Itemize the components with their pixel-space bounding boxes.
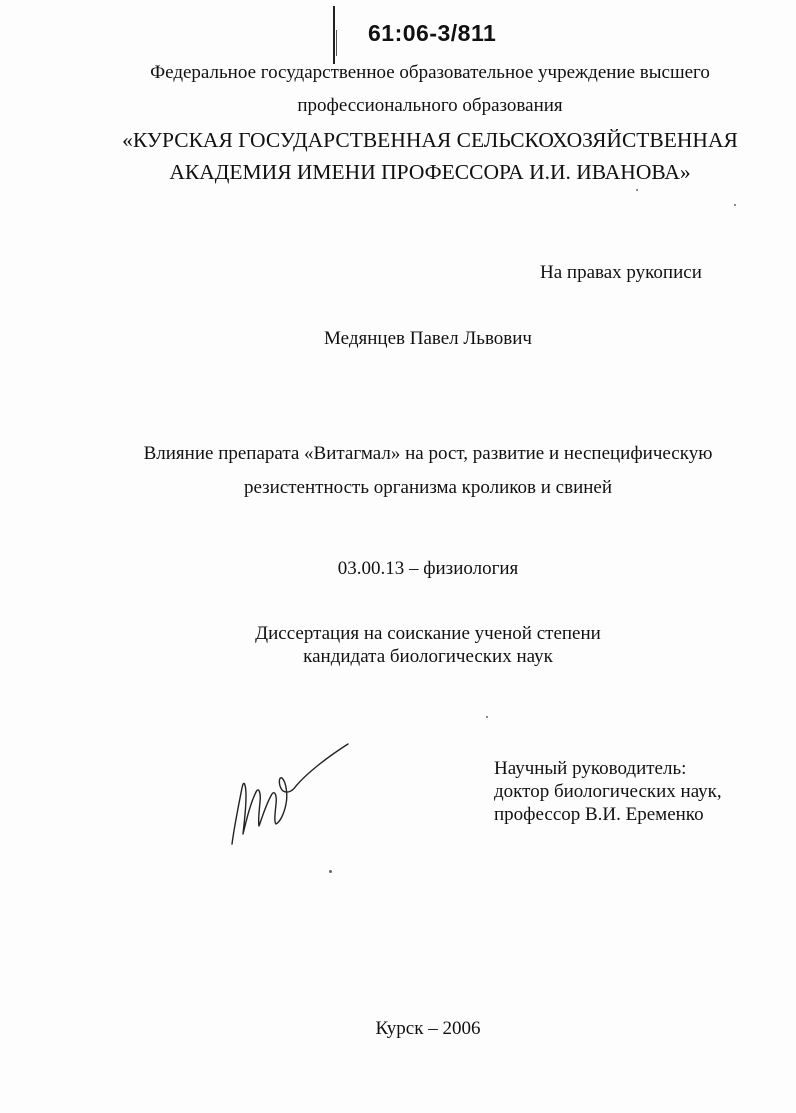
dissertation-title-line-2: резистентность организма кроликов и свиней — [243, 477, 613, 498]
scan-speck — [636, 189, 638, 191]
academy-name-line-2: АКАДЕМИЯ ИМЕНИ ПРОФЕССОРА И.И. ИВАНОВА» — [169, 160, 691, 184]
degree-line-1: Диссертация на соискание ученой степени — [255, 623, 601, 644]
scan-speck — [329, 870, 332, 873]
scan-speck — [486, 716, 488, 718]
institution-line-1: Федеральное государственное образовательное учреждение высшего — [150, 62, 710, 83]
stamp-mark-secondary — [336, 30, 337, 56]
handwritten-signature — [222, 738, 357, 850]
author-name: Медянцев Павел Львович — [324, 328, 532, 349]
degree-line-2: кандидата биологических наук — [303, 646, 553, 667]
dissertation-title-line-1: Влияние препарата «Витагмал» на рост, развитие и неспецифическую — [143, 443, 713, 464]
scan-speck — [734, 204, 736, 206]
city-year: Курск – 2006 — [375, 1018, 481, 1039]
supervisor-degree: доктор биологических наук, — [494, 781, 722, 802]
scientific-supervisor — [494, 757, 722, 826]
stamp-mark — [333, 6, 335, 64]
rights-note: На правах рукописи — [540, 262, 702, 283]
institution-line-2: профессионального образования — [297, 95, 563, 116]
library-code: 61:06-3/811 — [368, 20, 497, 46]
supervisor-label: Научный руководитель: — [494, 758, 687, 779]
specialty-code: 03.00.13 – физиология — [337, 558, 519, 579]
supervisor-name: профессор В.И. Еременко — [494, 804, 704, 825]
academy-name-line-1: «КУРСКАЯ ГОСУДАРСТВЕННАЯ СЕЛЬСКОХОЗЯЙСТВЕННАЯ — [122, 128, 738, 152]
